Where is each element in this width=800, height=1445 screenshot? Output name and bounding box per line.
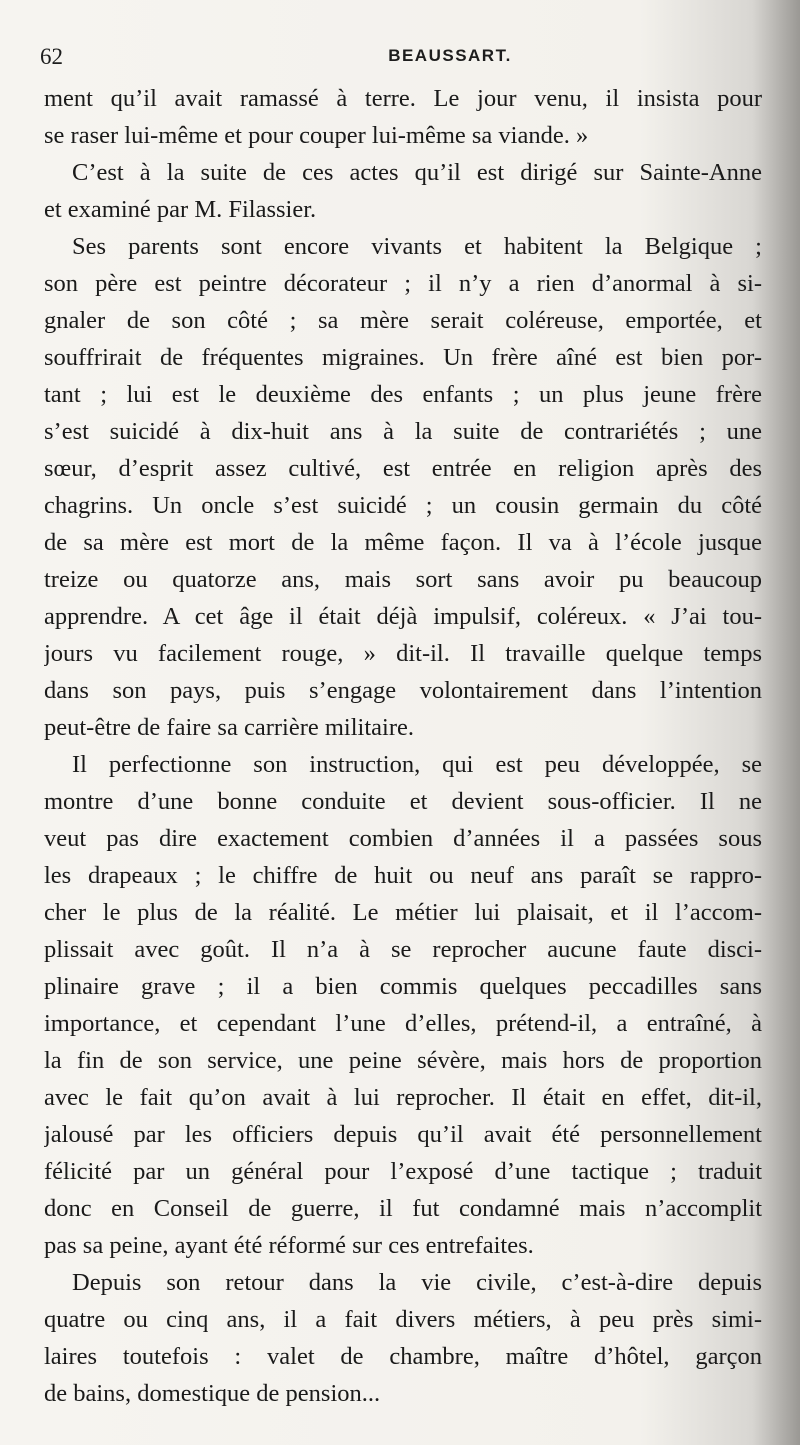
text-line: jalousé par les officiers depuis qu’il avait été personnellement	[44, 1121, 762, 1148]
text-line: souffrirait de fréquentes migraines. Un frère aîné est bien por-	[44, 344, 762, 371]
text-line: importance, et cependant l’une d’elles, prétend-il, a entraîné, à	[44, 1010, 762, 1037]
text-line: dans son pays, puis s’engage volontairement dans l’intention	[44, 677, 762, 704]
text-line: jours vu facilement rouge, » dit-il. Il travaille quelque temps	[44, 640, 762, 667]
text-line: la fin de son service, une peine sévère, mais hors de proportion	[44, 1047, 762, 1074]
text-line: peut-être de faire sa carrière militaire.	[44, 714, 414, 741]
text-line: ment qu’il avait ramassé à terre. Le jour venu, il insista pour	[44, 85, 762, 112]
text-line: de sa mère est mort de la même façon. Il va à l’école jusque	[44, 529, 762, 556]
text-line: gnaler de son côté ; sa mère serait coléreuse, emportée, et	[44, 307, 762, 334]
page-header	[40, 44, 770, 74]
text-line: tant ; lui est le deuxième des enfants ; un plus jeune frère	[44, 381, 762, 408]
text-line: treize ou quatorze ans, mais sort sans avoir pu beaucoup	[44, 566, 762, 593]
text-line: quatre ou cinq ans, il a fait divers métiers, à peu près simi-	[44, 1306, 762, 1333]
text-line: s’est suicidé à dix-huit ans à la suite de contrariétés ; une	[44, 418, 762, 445]
text-line: montre d’une bonne conduite et devient sous-officier. Il ne	[44, 788, 762, 815]
text-line: son père est peintre décorateur ; il n’y a rien d’anormal à si-	[44, 270, 762, 297]
text-line: chagrins. Un oncle s’est suicidé ; un cousin germain du côté	[44, 492, 762, 519]
text-line: veut pas dire exactement combien d’années il a passées sous	[44, 825, 762, 852]
text-line: plissait avec goût. Il n’a à se reprocher aucune faute disci-	[44, 936, 762, 963]
text-line: sœur, d’esprit assez cultivé, est entrée en religion après des	[44, 455, 762, 482]
text-line: plinaire grave ; il a bien commis quelques peccadilles sans	[44, 973, 762, 1000]
text-line: laires toutefois : valet de chambre, maître d’hôtel, garçon	[44, 1343, 762, 1370]
text-line: Depuis son retour dans la vie civile, c’est-à-dire depuis	[72, 1269, 762, 1296]
text-line: et examiné par M. Filassier.	[44, 196, 317, 223]
running-title: BEAUSSART.	[388, 46, 512, 65]
text-line: donc en Conseil de guerre, il fut condamné mais n’accomplit	[44, 1195, 762, 1222]
text-line: cher le plus de la réalité. Le métier lui plaisait, et il l’accom-	[44, 899, 762, 926]
text-line: se raser lui-même et pour couper lui-même sa viande. »	[44, 122, 589, 149]
text-line: de bains, domestique de pension...	[44, 1380, 381, 1407]
text-line: Il perfectionne son instruction, qui est peu développée, se	[72, 751, 762, 778]
text-line: Ses parents sont encore vivants et habitent la Belgique ;	[72, 233, 762, 260]
page-number: 62	[40, 44, 63, 69]
text-line: les drapeaux ; le chiffre de huit ou neuf ans paraît se rappro-	[44, 862, 762, 889]
text-line: avec le fait qu’on avait à lui reprocher. Il était en effet, dit-il,	[44, 1084, 762, 1111]
text-line: apprendre. A cet âge il était déjà impulsif, coléreux. « J’ai tou-	[44, 603, 762, 630]
text-line: C’est à la suite de ces actes qu’il est dirigé sur Sainte-Anne	[72, 159, 762, 186]
body-text	[44, 80, 762, 1412]
text-line: félicité par un général pour l’exposé d’une tactique ; traduit	[44, 1158, 762, 1185]
text-line: pas sa peine, ayant été réformé sur ces entrefaites.	[44, 1232, 534, 1259]
